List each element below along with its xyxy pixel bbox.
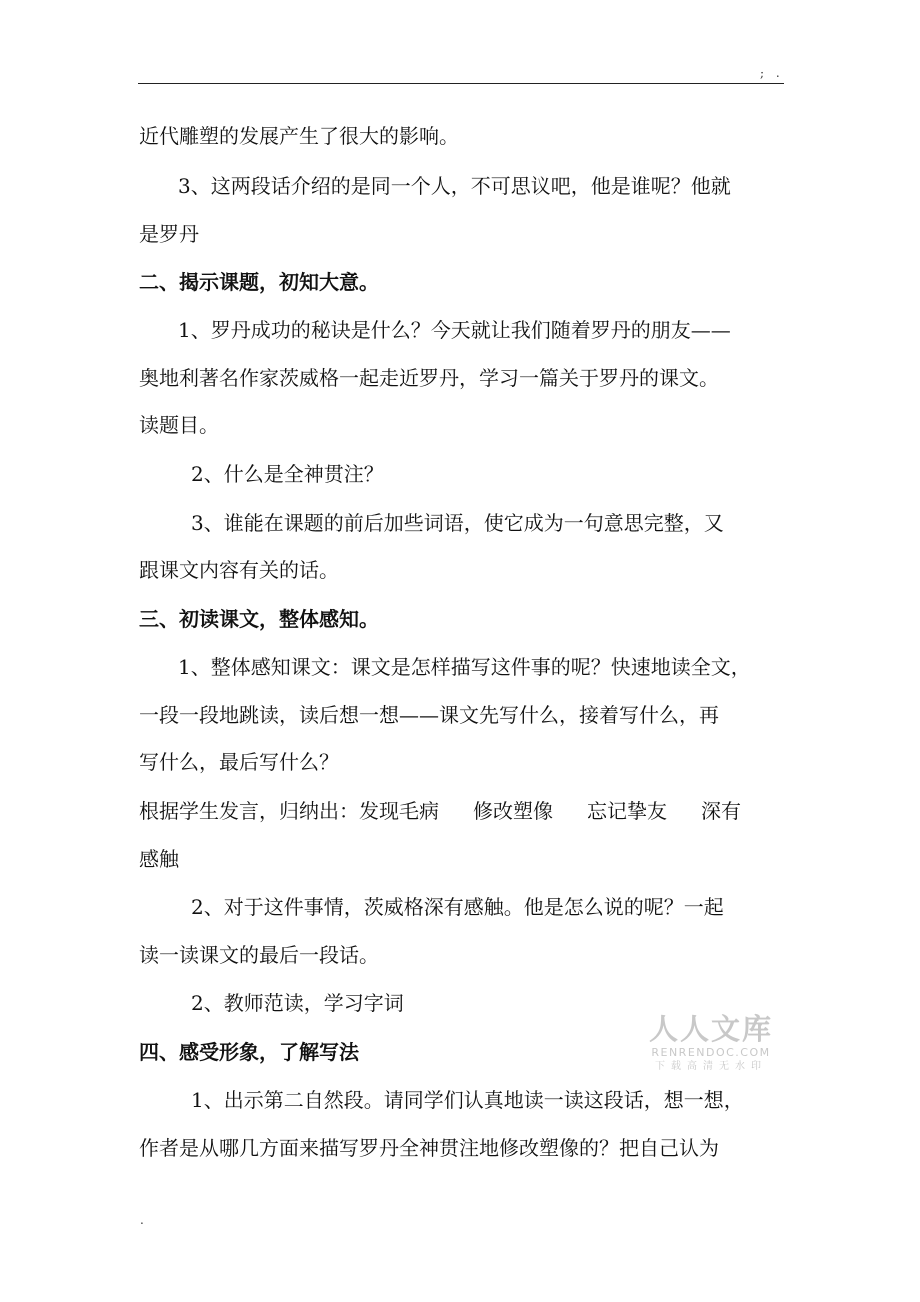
paragraph-line: 1、整体感知课文：课文是怎样描写这件事的呢？快速地读全文， (178, 655, 751, 679)
paragraph-line: 作者是从哪几方面来描写罗丹全神贯注地修改塑像的？把自己认为 (139, 1136, 719, 1160)
paragraph-line: 1、出示第二自然段。请同学们认真地读一读这段话，想一想， (191, 1088, 744, 1112)
paragraph-line: 写什么，最后写什么？ (139, 750, 339, 774)
header-mark: ; . (760, 66, 784, 80)
paragraph-line: 3、谁能在课题的前后加些词语，使它成为一句意思完整，又 (191, 511, 724, 535)
paragraph-line: 2、什么是全神贯注？ (191, 462, 384, 486)
paragraph-line: 一段一段地跳读，读后想一想——课文先写什么，接着写什么，再 (139, 703, 719, 727)
section-heading: 三、初读课文，整体感知。 (139, 607, 379, 631)
summary-item: 修改塑像 (473, 799, 553, 823)
paragraph-line: 近代雕塑的发展产生了很大的影响。 (139, 124, 459, 148)
paragraph-line: 3、这两段话介绍的是同一个人，不可思议吧，他是谁呢？他就 (178, 174, 731, 198)
watermark-logo (646, 1012, 776, 1074)
watermark-site: RENRENDOC.COM (651, 1046, 771, 1059)
summary-line (139, 799, 741, 823)
paragraph-line: 2、教师范读，学习字词 (191, 991, 404, 1015)
paragraph-line: 是罗丹 (139, 222, 199, 246)
footer-mark: . (140, 1213, 144, 1227)
paragraph-line: 读题目。 (139, 413, 219, 437)
paragraph-line: 奥地利著名作家茨威格一起走近罗丹，学习一篇关于罗丹的课文。 (139, 366, 719, 390)
section-heading: 四、感受形象，了解写法 (139, 1040, 359, 1064)
paragraph-line: 1、罗丹成功的秘诀是什么？今天就让我们随着罗丹的朋友—— (178, 318, 731, 342)
paragraph-line: 2、对于这件事情，茨威格深有感触。他是怎么说的呢？一起 (191, 895, 724, 919)
section-heading: 二、揭示课题，初知大意。 (139, 270, 379, 294)
summary-item: 发现毛病 (359, 799, 439, 823)
paragraph-line: 感触 (139, 847, 179, 871)
summary-lead: 根据学生发言，归纳出： (139, 799, 359, 823)
summary-item: 深有 (701, 799, 741, 823)
header-rule (138, 83, 784, 84)
watermark-tagline: 下载高清无水印 (655, 1061, 767, 1072)
summary-item: 忘记挚友 (587, 799, 667, 823)
paragraph-line: 读一读课文的最后一段话。 (139, 943, 379, 967)
watermark-title: 人人文库 (648, 1012, 773, 1046)
paragraph-line: 跟课文内容有关的话。 (139, 558, 339, 582)
